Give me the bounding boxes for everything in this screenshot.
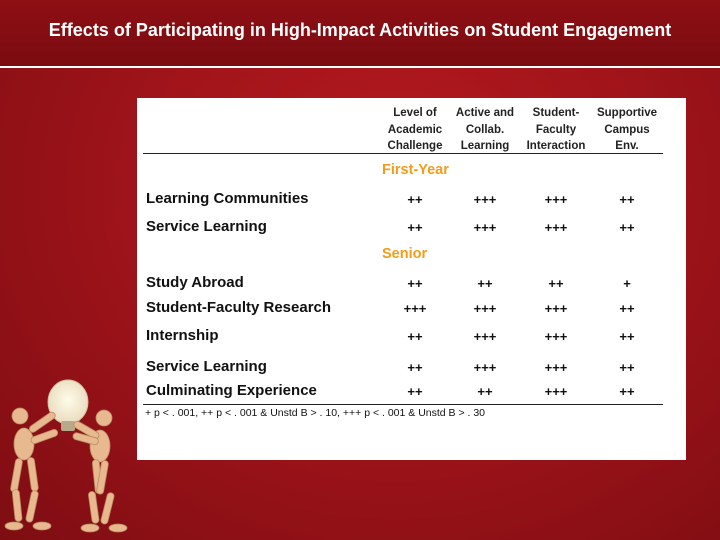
table-cell: +++	[544, 192, 568, 207]
table-footnote: + p < . 001, ++ p < . 001 & Unstd B > . 10, +++ p < . 001 & Unstd B > . 30	[145, 407, 486, 419]
table-cell: +++	[473, 329, 497, 344]
header-line: Interaction	[526, 140, 586, 152]
table-cell: ++	[407, 360, 423, 375]
table-cell: +++	[544, 360, 568, 375]
section-label-first-year: First-Year	[382, 162, 449, 178]
table-cell: ++	[407, 192, 423, 207]
table-cell: +++	[544, 384, 568, 399]
col-header-active-collab-learning	[445, 105, 525, 155]
table-cell: ++	[548, 276, 564, 291]
table-cell: ++	[619, 329, 635, 344]
table-cell: +	[623, 276, 631, 291]
row-label: Service Learning	[146, 358, 267, 375]
header-line: Faculty	[535, 123, 577, 136]
header-line: Level of	[393, 107, 437, 119]
table-cell: ++	[477, 276, 493, 291]
table-cell: ++	[477, 384, 493, 399]
header-line: Challenge	[387, 140, 443, 152]
col-header-student-faculty-interaction	[516, 105, 596, 155]
table-cell: +++	[544, 220, 568, 235]
table-cell: +++	[473, 301, 497, 316]
row-label: Service Learning	[146, 218, 267, 235]
title-bar	[0, 0, 720, 68]
header-line: Learning	[460, 140, 510, 152]
header-line: Campus	[604, 123, 650, 136]
table-cell: ++	[407, 276, 423, 291]
header-line: Env.	[615, 140, 639, 152]
table-cell: ++	[619, 301, 635, 316]
header-line: Supportive	[596, 107, 658, 119]
table-cell: +++	[544, 301, 568, 316]
table-card	[137, 98, 686, 460]
section-label-senior: Senior	[382, 246, 428, 262]
header-line: Academic	[387, 123, 443, 136]
table-cell: +++	[544, 329, 568, 344]
table-cell: ++	[407, 329, 423, 344]
row-label: Culminating Experience	[146, 382, 317, 399]
header-line: Collab.	[465, 123, 505, 136]
table-cell: ++	[407, 220, 423, 235]
row-label: Learning Communities	[146, 190, 309, 207]
table-cell: ++	[619, 192, 635, 207]
table-cell: +++	[473, 192, 497, 207]
col-header-supportive-campus-env	[587, 105, 667, 155]
slide-title: Effects of Participating in High-Impact Activities on Student Engagement	[48, 20, 672, 40]
table-cell: ++	[407, 384, 423, 399]
table-cell: ++	[619, 384, 635, 399]
table-cell: ++	[619, 360, 635, 375]
table-cell: +++	[473, 220, 497, 235]
row-label: Student-Faculty Research	[146, 299, 332, 316]
table-cell: +++	[473, 360, 497, 375]
col-header-academic-challenge	[375, 105, 455, 155]
table-cell: +++	[403, 301, 427, 316]
header-rule	[143, 153, 663, 154]
header-line: Active and	[455, 107, 515, 119]
row-label: Internship	[146, 327, 219, 344]
header-line: Student-	[532, 107, 580, 119]
footer-rule	[143, 404, 663, 405]
wooden-mannequins-lightbulb-icon	[0, 378, 140, 540]
row-label: Study Abroad	[146, 274, 244, 291]
table-cell: ++	[619, 220, 635, 235]
